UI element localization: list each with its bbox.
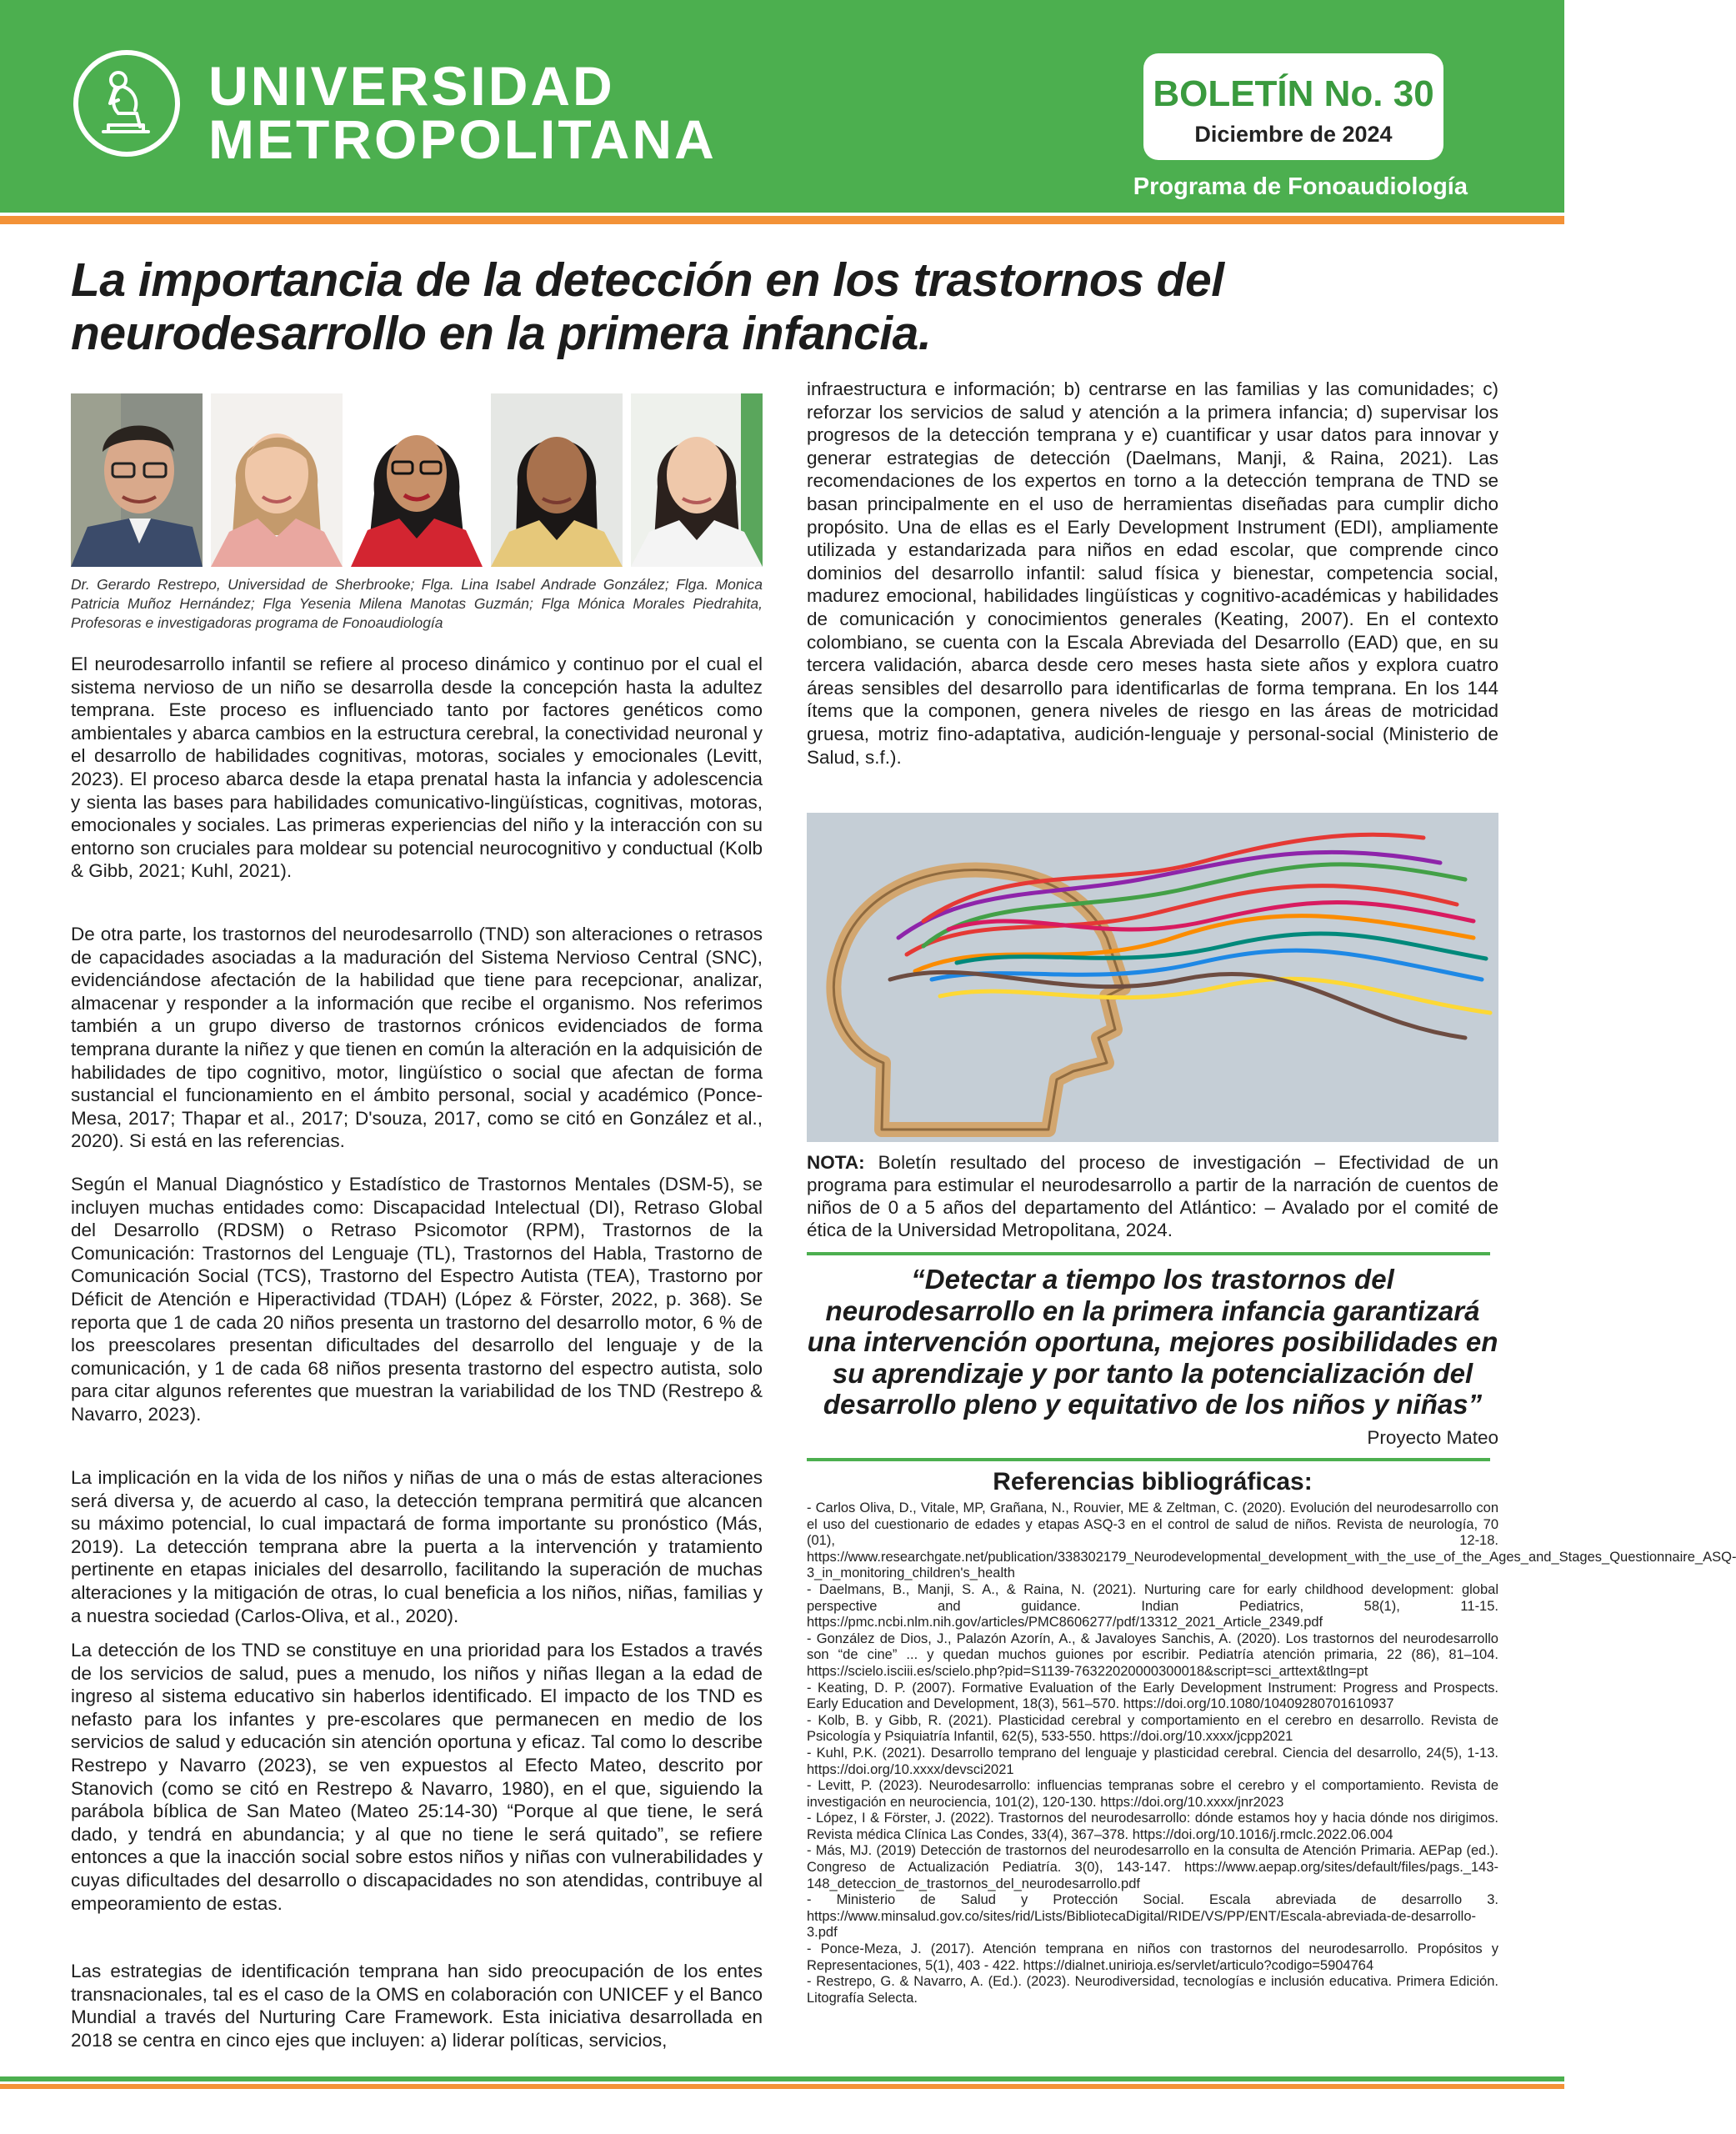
reference-item: - Kuhl, P.K. (2021). Desarrollo temprano del lenguaje y plasticidad cerebral. Ciencia del desarrollo, 24(5), 1-13. https://doi.org/10.xxxx/devsci2021 [807, 1745, 1498, 1777]
header-divider-orange [0, 216, 1564, 224]
quote-author: Proyecto Mateo [1367, 1427, 1498, 1448]
bulletin-number: BOLETÍN No. 30 [1153, 73, 1434, 114]
university-logo [73, 50, 180, 157]
research-note [807, 1151, 1498, 1241]
header-banner [0, 0, 1564, 213]
note-label: NOTA: [807, 1152, 865, 1173]
footer-stripe-green [0, 2076, 1564, 2081]
quote-bottom-rule [807, 1458, 1490, 1461]
reference-item: - López, I & Förster, J. (2022). Trastornos del neurodesarrollo: dónde estamos hoy y hacia dónde nos dirigimos. Revista médica Clínica Las Condes, 33(4), 367–378. https://doi.org/10.1016/j.rmclc.2022.06.004 [807, 1811, 1498, 1842]
quote-top-rule [807, 1252, 1490, 1255]
footer-stripe-orange [0, 2084, 1564, 2089]
photo-caption: Dr. Gerardo Restrepo, Universidad de Sherbrooke; Flga. Lina Isabel Andrade González; Flga. Monica Patricia Muñoz Hernández; Flga Yesenia Milena Manotas Guzmán; Flga Mónica Morales Piedrahita, Profesoras e investigadoras programa de Fonoaudiología [71, 576, 763, 631]
author-photo-4 [491, 393, 623, 567]
paragraph-5: La detección de los TND se constituye en una prioridad para los Estados a través de los servicios de salud, pues a menudo, los niños y niñas llegan a la edad de ingreso al sistema educativo sin haberlos identificado. El impacto de los TND es nefasto para los infantes y pre-escolares que permanecen en medio de los servicios de salud y educación sin atención oportuna y eficaz. Tal como lo describe Restrepo y Navarro (2023), se ven expuestos al Efecto Mateo, descrito por Stanovich (como se citó en Restrepo & Navarro, 1980), en el que, siguiendo la parábola bíblica de San Mateo (Mateo 25:14-30) “Porque al que tiene, le será dado, y tendrá en abundancia; y al que no tiene le será quitado”, se refiere entonces a que la inacción social sobre estos niños y niñas con vulnerabilidades y cuyas dificultades del desarrollo o discapacidades no son atendidas, contribuye al empeoramiento de estas. [71, 1640, 763, 1914]
article-title: La importancia de la detección en los trastornos del neurodesarrollo en la primera infancia. [71, 253, 1224, 360]
university-name-line2: METROPOLITANA [208, 108, 717, 170]
reference-item: - Más, MJ. (2019) Detección de trastornos del neurodesarrollo en la consulta de Atención Primaria. AEPap (ed.). Congreso de Actualización Pediatría. 3(0), 143-147. https://www.aepap.org/sites/default/files/pags._143-148_deteccion_de_trastornos_del_neurodesarrollo.pdf [807, 1843, 1498, 1891]
reference-item: - Carlos Oliva, D., Vitale, MP, Grañana, N., Rouvier, ME & Zeltman, C. (2020). Evolución del neurodesarrollo con el uso del cuestionario de edades y etapas ASQ-3 en el control de salud de niños. Revista de neurología, 70 (01), 12-18. https://www.researchgate.net/publication/338302179_Neurodevelopmental_development_with_the_use_of_the_Ages_and_Stages_Questionnaire_ASQ-3_in_monitoring_children's_health [807, 1500, 1736, 1581]
paragraph-1: El neurodesarrollo infantil se refiere al proceso dinámico y continuo por el cual el sistema nervioso de un niño se desarrolla desde la concepción hasta la adultez temprana. Este proceso es influenciado tanto por factores genéticos como ambientales y abarca cambios en la estructura cerebral, la conectividad neuronal y el desarrollo de habilidades cognitivas, motoras, sociales y emocionales (Levitt, 2023). El proceso abarca desde la etapa prenatal hasta la infancia y adolescencia y sienta las bases para habilidades comunicativo-lingüísticas, cognitivas, motoras, emocionales y sociales. Las primeras experiencias del niño y la interacción con su entorno son cruciales para moldear su potencial neurocognitivo y conductual (Kolb & Gibb, 2021; Kuhl, 2021). [71, 654, 763, 882]
author-photo-2 [211, 393, 343, 567]
program-name: Programa de Fonoaudiología [1133, 173, 1468, 200]
brain-threads-image [807, 813, 1498, 1142]
reference-item: - Ministerio de Salud y Protección Social. Escala abreviada de desarrollo 3. https://www.minsalud.gov.co/sites/rid/Lists/BibliotecaDigital/RIDE/VS/PP/ENT/Escala-abreviada-de-desarrollo-3.pdf [807, 1892, 1498, 1941]
paragraph-2: De otra parte, los trastornos del neurodesarrollo (TND) son alteraciones o retrasos de capacidades asociadas a la maduración del Sistema Nervioso Central (SNC), evidenciándose afectación de la habilidad que tiene para recepcionar, analizar, almacenar y responder a la información que recibe el organismo. Nos referimos también a un grupo diverso de trastornos crónicos evidenciados de forma temprana durante la niñez y que tienen en común la alteración en la adquisición de habilidades de tipo cognitivo, motor, lingüístico o social que afectan de forma sustancial el funcionamiento en el ámbito personal, social y académico (Ponce-Mesa, 2017; Thapar et al., 2017; D'souza, 2017, como se citó en González et al., 2020). Si está en las referencias. [71, 924, 763, 1152]
author-photo-1 [71, 393, 203, 567]
reference-item: - Ponce-Meza, J. (2017). Atención temprana en niños con trastornos del neurodesarrollo. Propósitos y Representaciones, 5(1), 403 - 422. https://dialnet.unirioja.es/servlet/articulo?codigo=5904764 [807, 1941, 1498, 1973]
pull-quote: “Detectar a tiempo los trastornos del neurodesarrollo en la primera infancia garantizará una intervención oportuna, mejores posibilidades en su aprendizaje y por tanto la potencialización del desarrollo pleno y equitativo de los niños y niñas” [807, 1264, 1498, 1420]
bulletin-date: Diciembre de 2024 [1194, 122, 1393, 147]
reference-item: - Levitt, P. (2023). Neurodesarrollo: influencias tempranas sobre el cerebro y el comportamiento. Revista de investigación en neurociencia, 101(2), 120-130. https://doi.org/10.xxxx/jnr2023 [807, 1778, 1498, 1810]
reference-item: - Daelmans, B., Manji, S. A., & Raina, N. (2021). Nurturing care for early childhood development: global perspective and guidance. Indian Pediatrics, 58(1), 11-15. https://pmc.ncbi.nlm.nih.gov/articles/PMC8606277/pdf/13312_2021_Article_2349.pdf [807, 1581, 1498, 1631]
reference-item: - Restrepo, G. & Navarro, A. (Ed.). (2023). Neurodiversidad, tecnologías e inclusión educativa. Primera Edición. Litografía Selecta. [807, 1974, 1498, 2006]
thinker-icon [93, 67, 160, 142]
note-text: Boletín resultado del proceso de investigación – Efectividad de un programa para estimular el neurodesarrollo a partir de la narración de cuentos de niños de 0 a 5 años del departamento del Atlántico: – Avalado por el comité de ética de la Universidad Metropolitana, 2024. [807, 1152, 1498, 1240]
paragraph-3: Según el Manual Diagnóstico y Estadístico de Trastornos Mentales (DSM-5), se incluyen muchas entidades como: Discapacidad Intelectual (DI), Retraso Global del Desarrollo (RDSM) o Retraso Psicomotor (RPM), Trastornos de la Comunicación: Trastornos del Lenguaje (TL), Trastornos del Habla, Trastorno de Comunicación Social (TCS), Trastorno del Espectro Autista (TEA), Trastorno por Déficit de Atención e Hiperactividad (TDAH) (López & Förster, 2022, p. 368). Se reporta que 1 de cada 20 niños presenta un trastorno del desarrollo motor, 6 % de los preescolares presentan dificultades del desarrollo del lenguaje y de la comunicación, y 1 de cada 68 niños presenta trastorno del espectro autista, solo para citar algunos referentes que muestran la variabilidad de los TND (Restrepo & Navarro, 2023). [71, 1174, 763, 1425]
reference-item: - Keating, D. P. (2007). Formative Evaluation of the Early Development Instrument: Progress and Prospects. Early Education and Development, 18(3), 561–570. https://doi.org/10.1080/10409280701610937 [807, 1680, 1498, 1712]
university-name-line1: UNIVERSIDAD [208, 55, 615, 117]
reference-item: - Kolb, B. y Gibb, R. (2021). Plasticidad cerebral y comportamiento en el cerebro en desarrollo. Revista de Psicología y Psiquiatría Infantil, 62(5), 533-550. https://doi.org/10.xxxx/jcpp2021 [807, 1712, 1498, 1745]
bulletin-box [1143, 53, 1443, 160]
reference-item: - González de Dios, J., Palazón Azorín, A., & Javaloyes Sanchis, A. (2020). Los trastornos del neurodesarrollo son “de cine” ... y quedan muchos guiones por escribir. Pediatría atención primaria, 22 (86), 81–104. https://scielo.isciii.es/scielo.php?pid=S1139-76322020000300018&script=sci_arttext&tlng=pt [807, 1631, 1498, 1679]
references-list [807, 1500, 1736, 2006]
paragraph-6: Las estrategias de identificación temprana han sido preocupación de los entes transnacionales, tal es el caso de la OMS en colaboración con UNICEF y el Banco Mundial a través del Nurturing Care Framework. Esta iniciativa desarrollada en 2018 se centra en cinco ejes que incluyen: a) liderar políticas, servicios, [71, 1961, 763, 2051]
paragraph-7: infraestructura e información; b) centrarse en las familias y las comunidades; c) reforzar los servicios de salud y atención a la primera infancia; d) supervisar los progresos de la detección temprana y e) cuantificar y usar datos para innovar y generar estrategias de detección (Daelmans, Manji, & Raina, 2021). Las recomendaciones de los expertos en torno a la detección temprana de TND se basan principalmente en el uso de herramientas diseñadas para cumplir dicho propósito. Una de ellas es el Early Development Instrument (EDI), ampliamente utilizada y estandarizada para niños en edad escolar, que comprende cinco dominios del desarrollo infantil: salud física y bienestar, competencia social, madurez emocional, habilidades lingüísticas y cognitivo-académicas y habilidades de comunicación y conocimientos generales (Keating, 2007). En el contexto colombiano, se cuenta con la Escala Abreviada del Desarrollo (EAD) que, en su tercera validación, abarca desde cero meses hasta siete años y explora cuatro áreas sensibles del desarrollo para identificarlas de forma temprana. En los 144 ítems que la componen, genera niveles de riesgo en las áreas de motricidad gruesa, motriz fino-adaptativa, audición-lenguaje y personal-social (Ministerio de Salud, s.f.). [807, 378, 1498, 768]
author-photo-3 [351, 393, 483, 567]
references-heading: Referencias bibliográficas: [993, 1468, 1313, 1495]
paragraph-4: La implicación en la vida de los niños y niñas de una o más de estas alteraciones será diversa y, de acuerdo al caso, la detección temprana permitirá que alcancen su máximo potencial, lo cual impactará de forma importante su pronóstico (Más, 2019). La detección temprana abre la puerta a la intervención y tratamiento pertinente en etapas iniciales del desarrollo, facilitando la superación de muchas alteraciones y la mitigación de otras, lo cual beneficia a los niños, niñas, familias y a nuestra sociedad (Carlos-Oliva, et al., 2020). [71, 1467, 763, 1626]
author-photo-5 [631, 393, 763, 567]
